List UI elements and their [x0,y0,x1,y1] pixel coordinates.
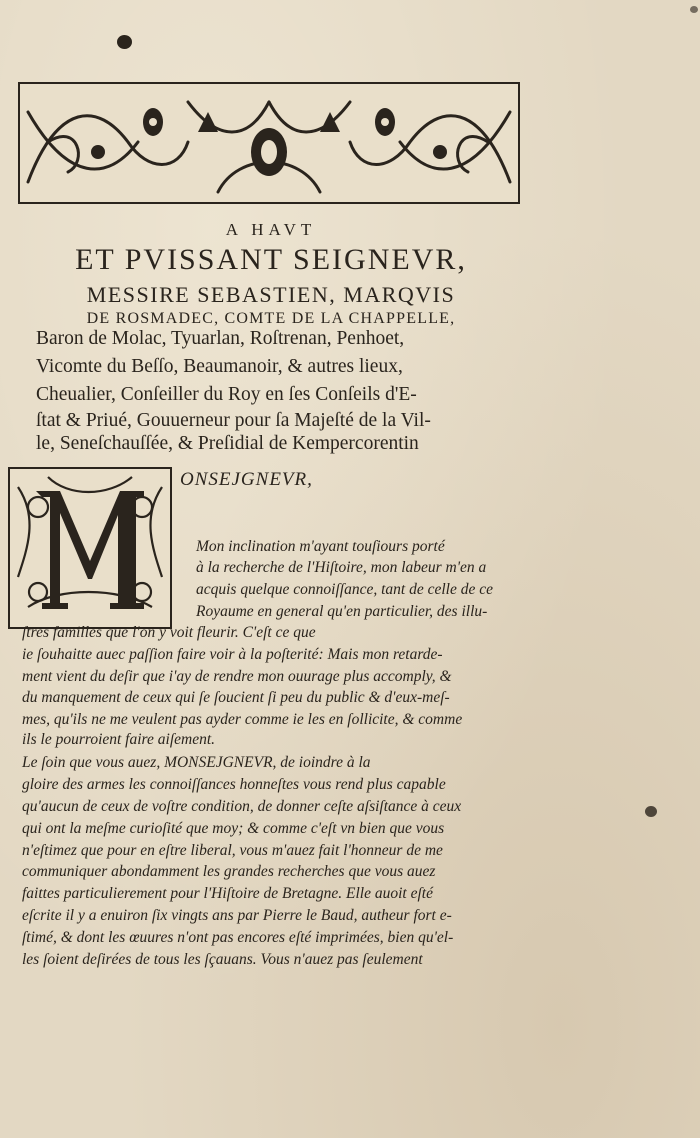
decorated-initial-m [8,467,172,629]
paragraph-1-line: à la recherche de l'Hiſtoire, mon labeur m'en a [196,559,487,576]
paragraph-1-line: Royaume en general qu'en particulier, des illu- [196,603,488,620]
salutation: ONSEJGNEVR, [180,469,313,490]
ornamental-headpiece [18,82,520,204]
heading-line-1: A HAVT [225,220,317,239]
paragraph-1-line: mes, qu'ils ne me veulent pas ayder comme ie les en ſollicite, & comme [22,711,463,728]
paragraph-1-line: du manquement de ceux qui ſe ſoucient ſi peu du public & d'eux-meſ- [22,689,450,706]
paragraph-2-line: Le ſoin que vous auez, MONSEJGNEVR, de ioindre à la [22,754,371,771]
paragraph-2-line: qui ont la meſme curioſité que moy; & comme c'eſt vn bien que vous [22,820,445,837]
paragraph-2-line: faittes particulierement pour l'Hiſtoire de Bretagne. Elle auoit eſté [22,885,433,902]
paragraph-2-line: n'eſtimez que pour en eſtre liberal, vous m'auez fait l'honneur de me [22,842,443,859]
heading-line-9: le, Seneſchauſſée, & Preſidial de Kempercorentin [36,433,419,454]
paragraph-2-line: communiquer abondamment les grandes recherches que vous auez [22,863,436,880]
paragraph-1-line: ment vient du deſir que i'ay de rendre mon ouurage plus accomply, & [22,668,452,685]
ink-spot [690,6,698,13]
heading-line-2: ET PVISSANT SEIGNEVR, [75,243,467,276]
paragraph-1-line: ie ſouhaitte auec paſſion faire voir à la poſterité: Mais mon retarde- [22,646,443,663]
paragraph-2-line: les ſoient deſirées de tous les ſçauans. Vous n'auez pas ſeulement [22,951,423,968]
ink-spot [645,806,657,817]
heading-line-5: Baron de Molac, Tyuarlan, Roſtrenan, Penhoet, [36,328,405,349]
paragraph-1-line: acquis quelque connoiſſance, tant de celle de ce [196,581,493,598]
paragraph-1-line: ſtres familles que l'on y voit fleurir. C'eſt ce que [22,624,316,641]
paragraph-1-line: Mon inclination m'ayant touſiours porté [196,538,445,555]
paragraph-2-line: qu'aucun de ceux de voſtre condition, de donner ceſte aſsiſtance à ceux [22,798,462,815]
heading-line-6: Vicomte du Beſſo, Beaumanoir, & autres lieux, [36,356,403,377]
ink-spot [117,35,132,49]
paragraph-2-line: gloire des armes les connoiſſances honneſtes vous rend plus capable [22,776,446,793]
heading-line-3: MESSIRE SEBASTIEN, MARQVIS [86,282,456,307]
heading-line-4: DE ROSMADEC, COMTE DE LA CHAPPELLE, [86,310,456,327]
paragraph-2-line: ſtimé, & dont les œuures n'ont pas encores eſté imprimées, bien qu'el- [22,929,454,946]
paragraph-2-line: eſcrite il y a enuiron ſix vingts ans par Pierre le Baud, autheur fort e- [22,907,452,924]
heading-line-7: Cheualier, Conſeiller du Roy en ſes Conſeils d'E- [36,384,417,405]
paragraph-1-line: ils le pourroient faire aiſement. [22,731,216,748]
heading-line-8: ſtat & Priué, Gouuerneur pour ſa Majeſté de la Vil- [36,410,431,431]
